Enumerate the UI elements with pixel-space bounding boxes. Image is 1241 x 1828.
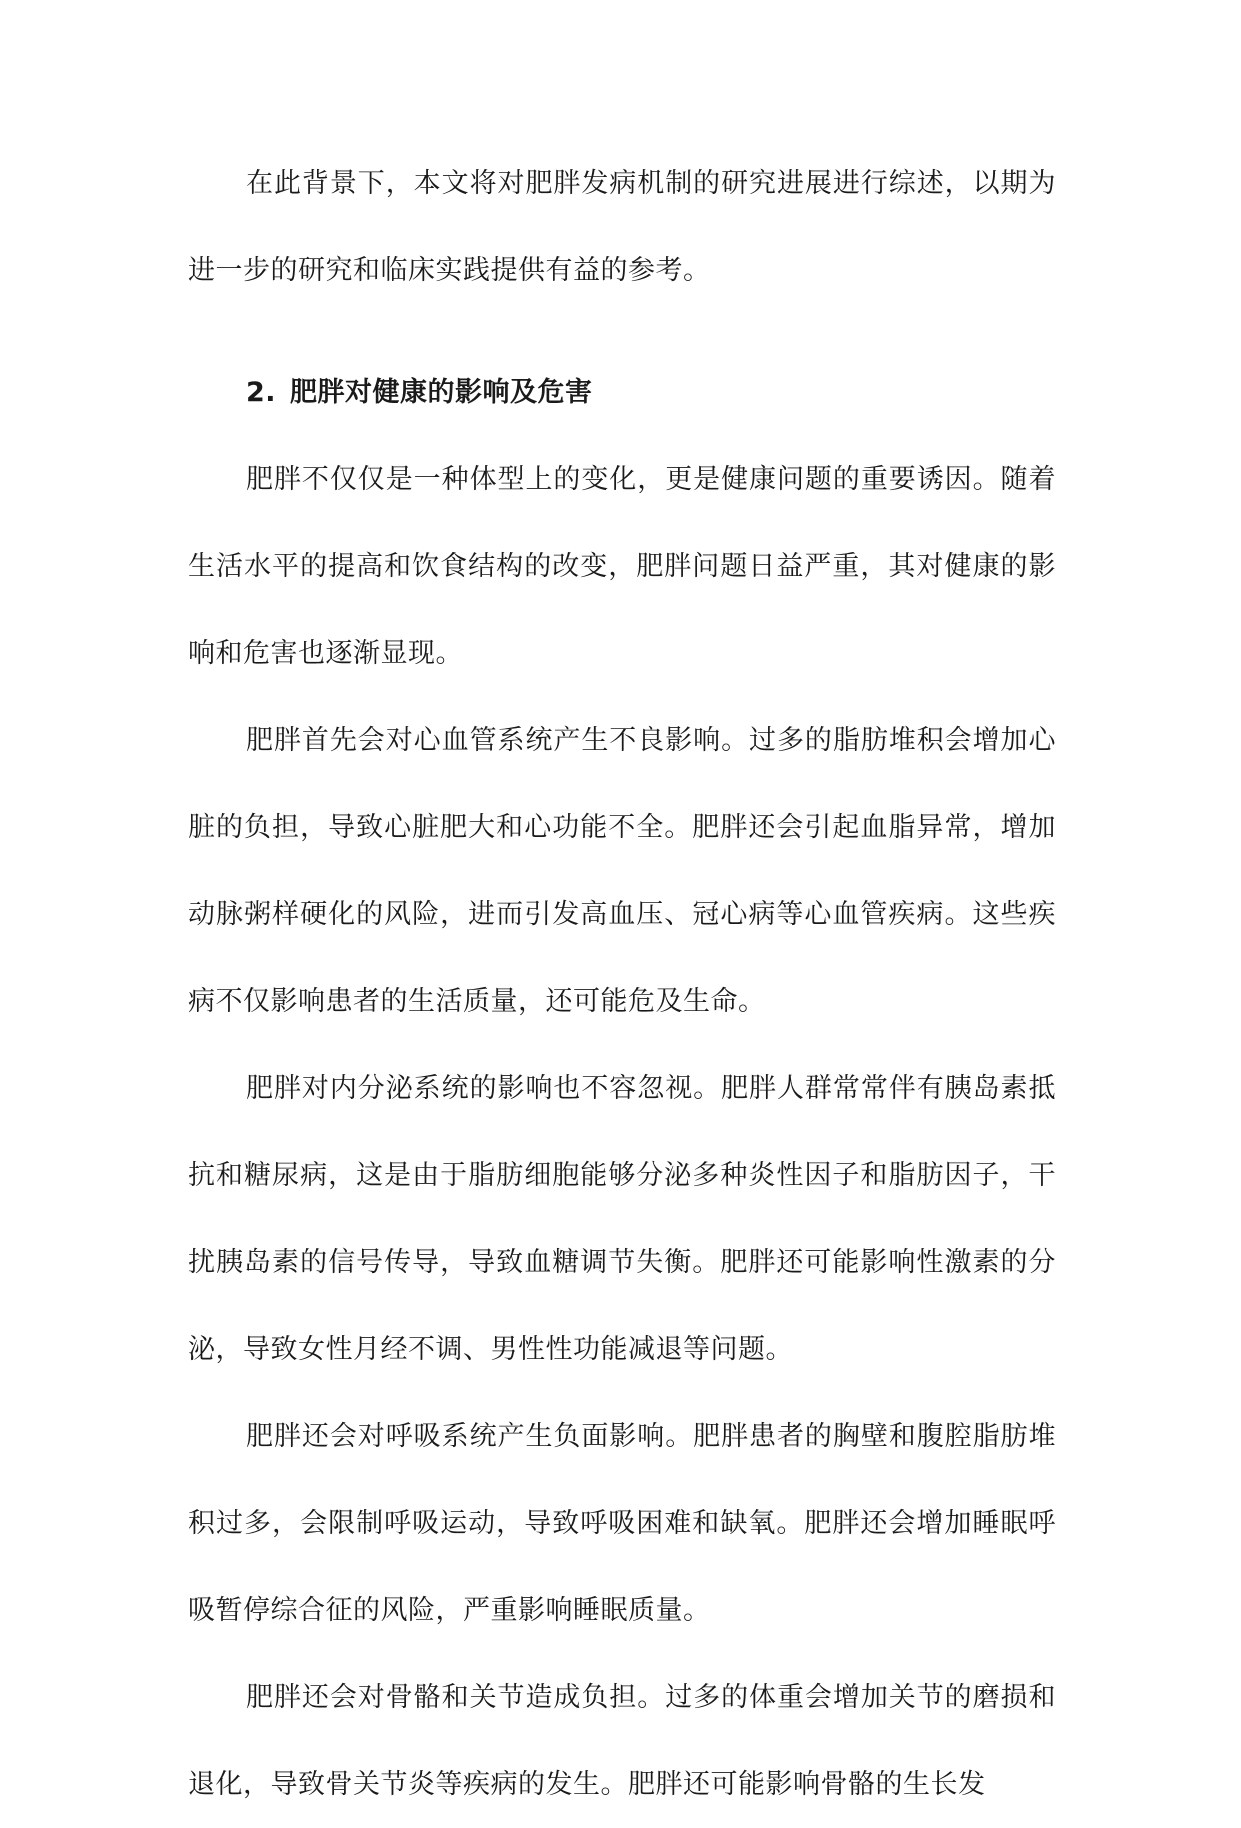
intro-paragraph: 在此背景下，本文将对肥胖发病机制的研究进展进行综述，以期为进一步的研究和临床实践提供有益的参考。 [188, 168, 1056, 286]
document-body [188, 140, 1056, 1828]
body-paragraph: 肥胖不仅仅是一种体型上的变化，更是健康问题的重要诱因。随着生活水平的提高和饮食结构的改变，肥胖问题日益严重，其对健康的影响和危害也逐渐显现。 [188, 464, 1056, 669]
body-paragraph: 肥胖还会对骨骼和关节造成负担。过多的体重会增加关节的磨损和退化，导致骨关节炎等疾病的发生。肥胖还可能影响骨骼的生长发 [188, 1682, 1056, 1800]
body-paragraph: 肥胖首先会对心血管系统产生不良影响。过多的脂肪堆积会增加心脏的负担，导致心脏肥大和心功能不全。肥胖还会引起血脂异常，增加动脉粥样硬化的风险，进而引发高血压、冠心病等心血管疾病。这些疾病不仅影响患者的生活质量，还可能危及生命。 [188, 725, 1056, 1017]
body-paragraph: 肥胖对内分泌系统的影响也不容忽视。肥胖人群常常伴有胰岛素抵抗和糖尿病，这是由于脂肪细胞能够分泌多种炎性因子和脂肪因子，干扰胰岛素的信号传导，导致血糖调节失衡。肥胖还可能影响性激素的分泌，导致女性月经不调、男性性功能减退等问题。 [188, 1073, 1056, 1365]
section-number: 2. [246, 377, 277, 408]
section-heading [188, 349, 1056, 436]
body-paragraph: 肥胖还会对呼吸系统产生负面影响。肥胖患者的胸壁和腹腔脂肪堆积过多，会限制呼吸运动，导致呼吸困难和缺氧。肥胖还会增加睡眠呼吸暂停综合征的风险，严重影响睡眠质量。 [188, 1421, 1056, 1626]
section-title: 肥胖对健康的影响及危害 [290, 377, 593, 408]
